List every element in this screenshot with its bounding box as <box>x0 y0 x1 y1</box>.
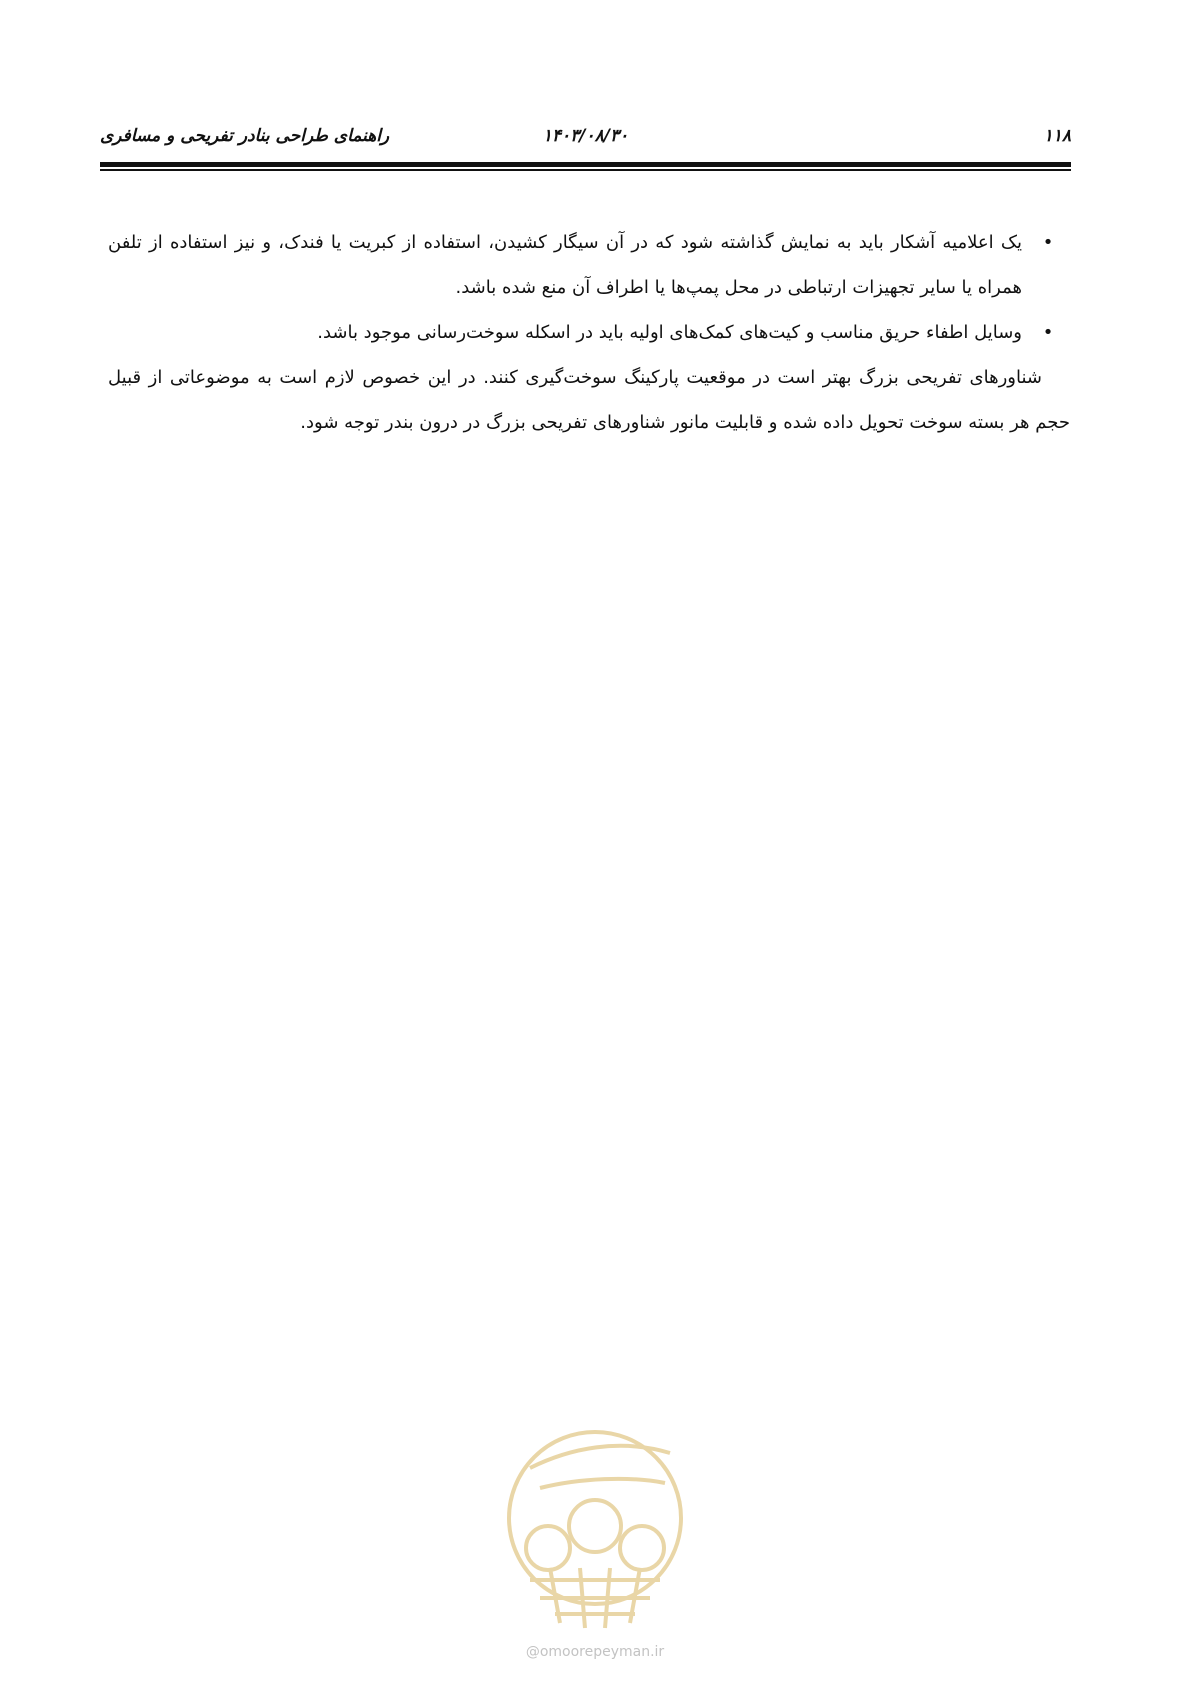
bullet-icon: • <box>1042 322 1054 343</box>
header-rule-thin <box>100 169 1071 171</box>
bullet-text: وسایل اطفاء حریق مناسب و کیت‌های کمک‌های اولیه باید در اسکله سوخت‌رسانی موجود باشد. <box>317 322 1022 343</box>
list-item <box>108 220 1054 310</box>
watermark-handle: @omoorepeyman.ir <box>525 1644 665 1660</box>
bullet-text: یک اعلامیه آشکار باید به نمایش گذاشته شود که در آن سیگار کشیدن، استفاده از کبریت یا فندک، و نیز استفاده از تلفن همراه یا سایر تجهیزات ارتباطی در محل پمپ‌ها یا اطراف آن منع شده باشد. <box>108 232 1022 298</box>
page-header <box>100 126 1071 160</box>
document-body <box>108 220 1070 445</box>
body-paragraph: شناورهای تفریحی بزرگ بهتر است در موقعیت پارکینگ سوخت‌گیری کنند. در این خصوص لازم است به موضوعاتی از قبیل حجم هر بسته سوخت تحویل داده شده و قابلیت مانور شناورهای تفریحی بزرگ در درون بندر توجه شود. <box>108 367 1070 433</box>
header-rule-thick <box>100 162 1071 167</box>
bullet-icon: • <box>1042 232 1054 253</box>
list-item <box>108 310 1054 355</box>
header-title: راهنمای طراحی بنادر تفریحی و مسافری <box>100 126 390 146</box>
header-date: ۱۴۰۳/۰۸/۳۰ <box>542 126 629 146</box>
bullet-list <box>108 220 1070 355</box>
omoore-peyman-seal-icon <box>500 1408 690 1636</box>
page-number: ۱۱۸ <box>1043 126 1071 146</box>
watermark <box>480 1408 710 1678</box>
